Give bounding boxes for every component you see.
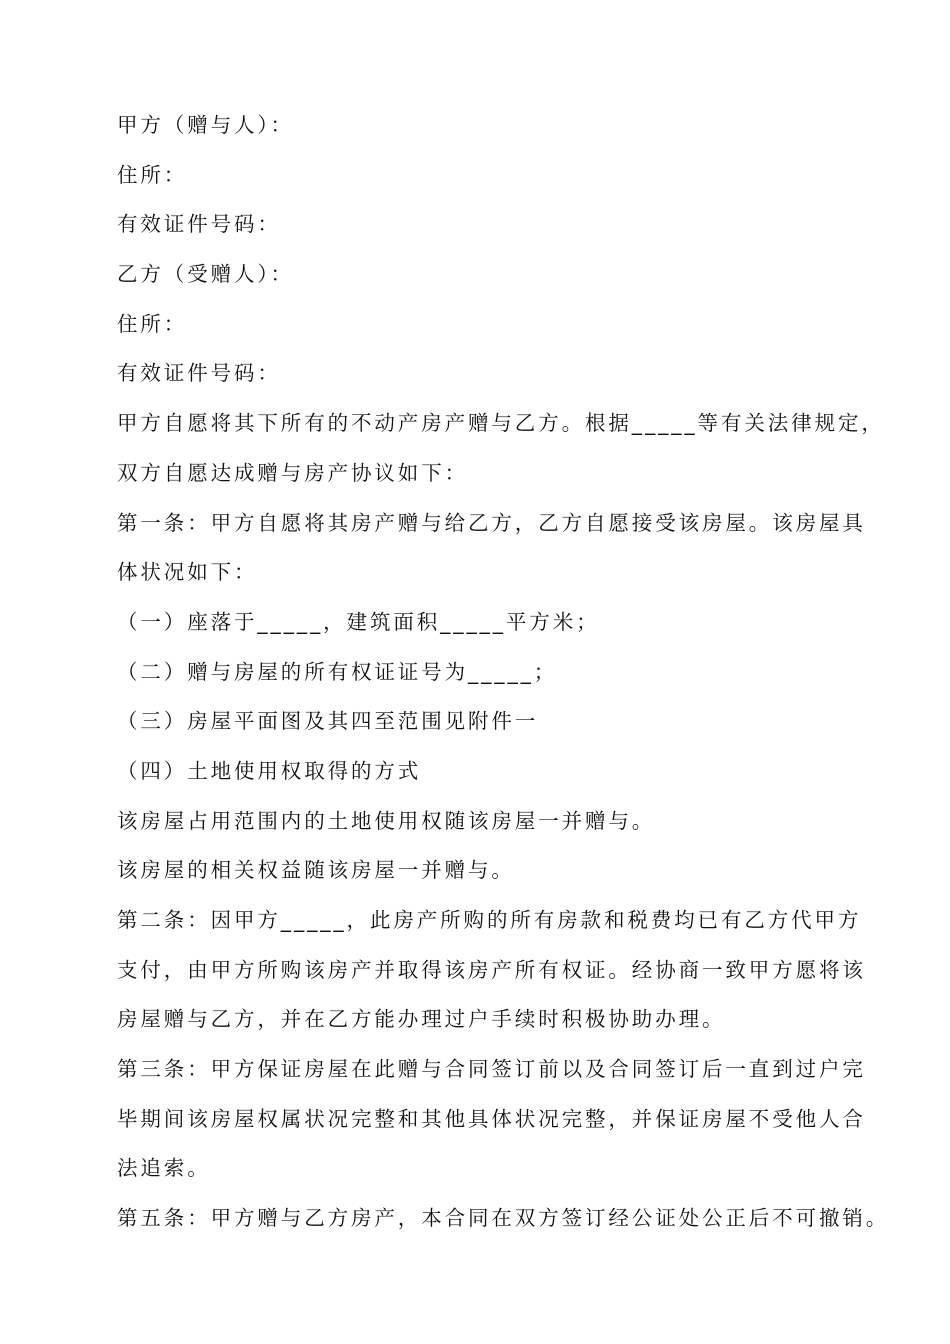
article-1-item-4: （四）土地使用权取得的方式	[117, 758, 422, 783]
article-1-item-3: （三）房屋平面图及其四至范围见附件一	[117, 709, 539, 734]
donor-label: 甲方（赠与人）：	[117, 113, 294, 137]
article-3-line-2: 毕期间该房屋权属状况完整和其他具体状况完整，并保证房屋不受他人合	[117, 1106, 866, 1131]
article-3-line-3: 法追索。	[117, 1156, 211, 1181]
article-1-item-1: （一）座落于_____，建筑面积_____平方米；	[117, 609, 600, 634]
preamble-line-2: 双方自愿达成赠与房产协议如下：	[117, 460, 468, 485]
article-2-line-2: 支付，由甲方所购该房产并取得该房产所有权证。经协商一致甲方愿将该	[117, 957, 866, 982]
rights-clause: 该房屋的相关权益随该房屋一并赠与。	[117, 858, 515, 883]
article-2-line-3: 房屋赠与乙方，并在乙方能办理过户手续时积极协助办理。	[117, 1007, 726, 1032]
donee-id-label: 有效证件号码：	[117, 361, 281, 386]
article-3-line-1: 第三条：甲方保证房屋在此赠与合同签订前以及合同签订后一直到过户完	[117, 1057, 866, 1082]
document-body	[117, 101, 890, 1244]
article-1-line-1: 第一条：甲方自愿将其房产赠与给乙方，乙方自愿接受该房屋。该房屋具	[117, 510, 866, 535]
donee-label: 乙方（受赠人）：	[117, 262, 294, 287]
article-1-item-2: （二）赠与房屋的所有权证证号为_____；	[117, 659, 558, 684]
article-5-line-1: 第五条：甲方赠与乙方房产，本合同在双方签订经公证处公正后不可撤销。	[117, 1206, 890, 1231]
donor-id-label: 有效证件号码：	[117, 212, 281, 237]
preamble-line-1: 甲方自愿将其下所有的不动产房产赠与乙方。根据_____等有关法律规定，	[117, 411, 885, 436]
donor-address-label: 住所：	[117, 162, 188, 187]
land-use-clause: 该房屋占用范围内的土地使用权随该房屋一并赠与。	[117, 808, 656, 833]
donee-address-label: 住所：	[117, 311, 188, 336]
article-1-line-2: 体状况如下：	[117, 560, 258, 585]
article-2-line-1: 第二条：因甲方_____，此房产所购的所有房款和税费均已有乙方代甲方	[117, 908, 862, 932]
